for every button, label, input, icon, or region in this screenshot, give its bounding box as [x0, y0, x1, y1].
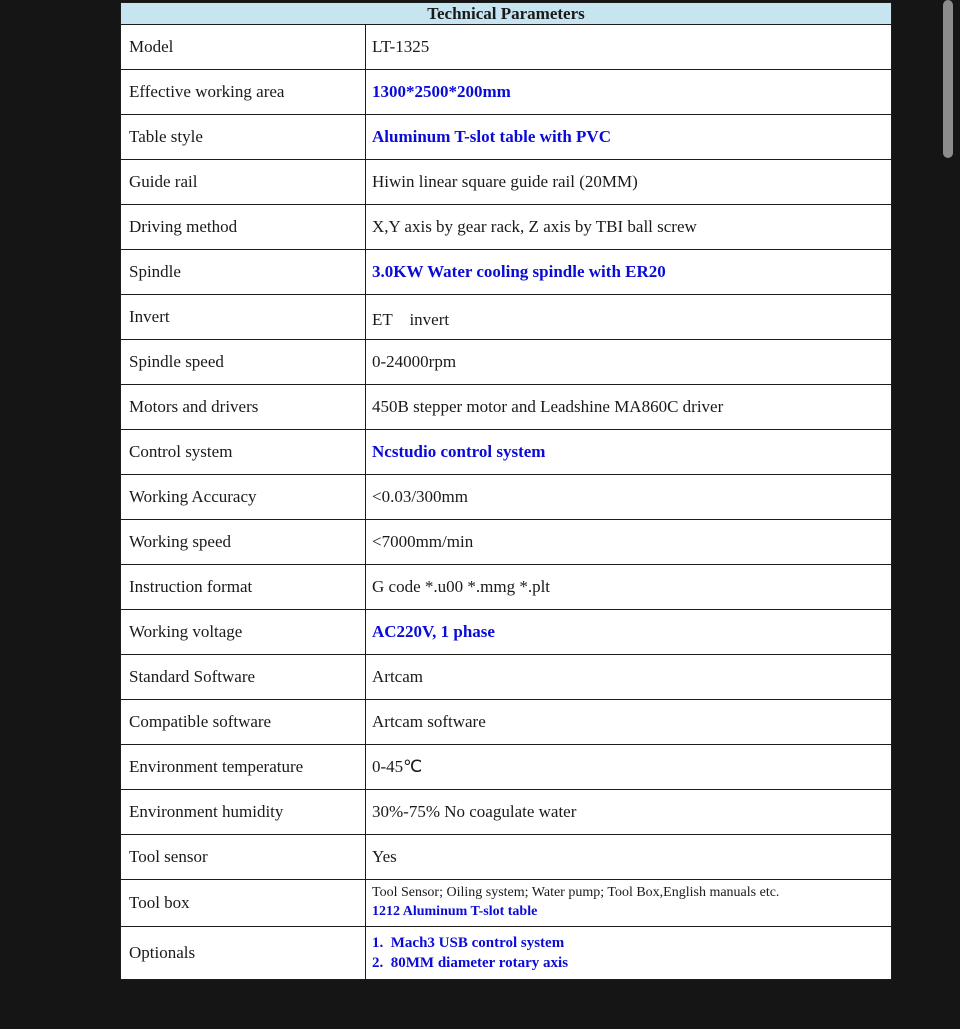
param-row-environment-temperature: [121, 745, 891, 790]
param-value: Aluminum T-slot table with PVC: [372, 127, 611, 146]
param-label: Working speed: [121, 520, 366, 564]
param-value: <7000mm/min: [372, 532, 474, 551]
tool-box-contents: Tool Sensor; Oiling system; Water pump; Tool Box,English manuals etc.: [372, 885, 780, 901]
param-label: Optionals: [121, 927, 366, 979]
param-row-spindle: [121, 250, 891, 295]
param-value: Hiwin linear square guide rail (20MM): [372, 172, 638, 191]
param-label: Invert: [121, 295, 366, 339]
table-title: Technical Parameters: [121, 3, 891, 25]
param-value: 1300*2500*200mm: [372, 82, 511, 101]
param-value: G code *.u00 *.mmg *.plt: [372, 577, 551, 596]
param-value: [366, 880, 891, 926]
param-value: 0-45℃: [372, 757, 423, 776]
param-label: Spindle: [121, 250, 366, 294]
param-value: 3.0KW Water cooling spindle with ER20: [372, 262, 666, 281]
param-value: X,Y axis by gear rack, Z axis by TBI ball screw: [372, 217, 697, 236]
param-label: Instruction format: [121, 565, 366, 609]
param-row-driving-method: [121, 205, 891, 250]
param-value: ET invert: [372, 309, 450, 329]
param-row-tool-sensor: [121, 835, 891, 880]
param-row-spindle-speed: [121, 340, 891, 385]
param-row-tool-box: [121, 880, 891, 927]
param-value: Artcam: [372, 667, 423, 686]
param-label: Driving method: [121, 205, 366, 249]
param-label: Environment temperature: [121, 745, 366, 789]
param-label: Environment humidity: [121, 790, 366, 834]
param-row-control-system: [121, 430, 891, 475]
param-row-motors-drivers: [121, 385, 891, 430]
param-label: Tool box: [121, 880, 366, 926]
param-value: Ncstudio control system: [372, 442, 546, 461]
param-row-table-style: [121, 115, 891, 160]
param-label: Control system: [121, 430, 366, 474]
param-row-optionals: [121, 927, 891, 979]
param-label: Working voltage: [121, 610, 366, 654]
param-label: Effective working area: [121, 70, 366, 114]
param-label: Table style: [121, 115, 366, 159]
param-row-working-accuracy: [121, 475, 891, 520]
param-row-standard-software: [121, 655, 891, 700]
optional-item-1: 1. Mach3 USB control system: [372, 935, 565, 951]
param-label: Motors and drivers: [121, 385, 366, 429]
tool-box-table-note: 1212 Aluminum T-slot table: [372, 904, 538, 919]
param-value: <0.03/300mm: [372, 487, 469, 506]
param-value: 0-24000rpm: [372, 352, 457, 371]
param-row-working-voltage: [121, 610, 891, 655]
param-row-environment-humidity: [121, 790, 891, 835]
param-row-invert: [121, 295, 891, 340]
param-label: Spindle speed: [121, 340, 366, 384]
param-value: 450B stepper motor and Leadshine MA860C driver: [372, 397, 724, 416]
param-value: Yes: [372, 847, 397, 866]
param-row-instruction-format: [121, 565, 891, 610]
param-value: AC220V, 1 phase: [372, 622, 495, 641]
param-row-working-area: [121, 70, 891, 115]
param-row-compatible-software: [121, 700, 891, 745]
param-row-model: [121, 25, 891, 70]
param-row-working-speed: [121, 520, 891, 565]
param-value: 30%-75% No coagulate water: [372, 802, 577, 821]
param-label: Standard Software: [121, 655, 366, 699]
param-value: [366, 927, 891, 979]
param-value: LT-1325: [372, 37, 430, 56]
param-label: Tool sensor: [121, 835, 366, 879]
param-label: Model: [121, 25, 366, 69]
param-label: Working Accuracy: [121, 475, 366, 519]
optional-item-2: 2. 80MM diameter rotary axis: [372, 955, 569, 971]
param-value: Artcam software: [372, 712, 486, 731]
param-label: Compatible software: [121, 700, 366, 744]
technical-parameters-table: [120, 2, 892, 980]
param-label: Guide rail: [121, 160, 366, 204]
scrollbar-thumb[interactable]: [943, 0, 953, 158]
param-row-guide-rail: [121, 160, 891, 205]
